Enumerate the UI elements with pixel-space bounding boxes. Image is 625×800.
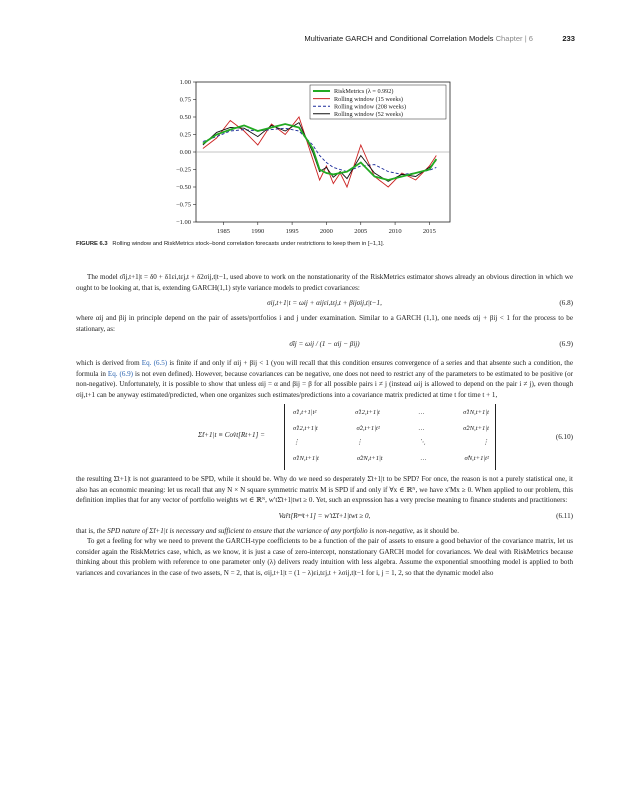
matrix-row: σ̂1N,t+1|t σ̂2N,t+1|t … σ̂N,t+1|t² — [293, 455, 489, 462]
y-tick-label: −0.25 — [175, 166, 191, 174]
header-title: Multivariate GARCH and Conditional Correlation Models — [304, 34, 494, 43]
chart-svg — [160, 70, 460, 248]
caption-text: Rolling window and RiskMetrics stock–bond correlation forecasts under restrictions to keep them in [−1,1]. — [112, 241, 385, 247]
eq-6-9-link[interactable]: Eq. (6.9) — [107, 369, 134, 378]
legend-label: Rolling window (52 weeks) — [334, 111, 403, 118]
figure-caption — [76, 241, 576, 247]
y-tick-label: 0.00 — [179, 149, 191, 157]
running-header — [0, 34, 625, 48]
page-number: 233 — [562, 34, 575, 43]
equation-number: (6.8) — [559, 299, 573, 307]
equation-6-8: σij,t+1|t = ωij + αijεi,tεj,t + βijσij,t|t−1, (6.8) — [267, 299, 573, 307]
correlation-chart — [160, 70, 460, 248]
y-tick-label: −0.50 — [175, 184, 191, 192]
y-tick-label: 1.00 — [179, 79, 191, 87]
paragraph-3: which is derived from Eq. (6.5) is finite if and only if αij + βij < 1 (you will recall that this condition ensures convergence of a series and that absente such a condition, the formula in Eq. (6.9) is not even defined). However, because covariances can be negative, one does not need to restrict any of the parameters to be estimated to be positive (or non-negative). Unfortunately, it is possible to show that unless αij = α and βij = β for all possible pairs i ≠ j (instead ωij is allowed to depend on the pair i ≠ j), even though σij,t+1 can be anyway estimated/predicted, when one organizes such estimates/predictions into a covariance matrix predicted at time t for time t + 1, — [76, 359, 573, 399]
y-tick-label: 0.75 — [179, 96, 191, 104]
paragraph-5: that is, the SPD nature of Σ̂t+1|t is necessary and sufficient to ensure that the variance of any portfolio is non-negative, as it should be. — [76, 526, 460, 535]
x-tick-label: 1990 — [251, 228, 265, 235]
matrix-row: ⋮ ⋮ ⋱ ⋮ — [293, 439, 489, 446]
equation-6-9: σ̄ij = ωij / (1 − αij − βij) (6.9) — [289, 340, 573, 348]
x-tick-label: 2010 — [388, 228, 402, 235]
paragraph-2: where αij and βij in principle depend on the pair of assets/portfolios i and j under examination. Similar to a GARCH (1,1), one needs αij + βij < 1 for the process to be stationary, as: — [76, 314, 573, 333]
equation-number: (6.11) — [556, 511, 573, 520]
covariance-matrix — [284, 404, 496, 470]
matrix-row: σ̂12,t+1|t σ̂2,t+1|t² … σ̂2N,t+1|t — [293, 425, 489, 432]
equation-6-10: Σ̂t+1|t ≡ Cov̂t[Rt+1] = σ̂1,t+1|t² σ̂12,t+1|t … σ̂1N,t+1|t σ̂12,t+1|t σ̂2,t+1|t² … σ̂2N,t+1|t ⋮ ⋮ ⋱ ⋮ σ̂1N,t+1|t σ̂2N,t+1|t … σ̂N,t+1|t² (6.10) — [76, 400, 573, 474]
caption-label: FIGURE 6.3 — [76, 241, 108, 247]
eq-6-5-link[interactable]: Eq. (6.5) — [141, 359, 168, 367]
header-chapter: Chapter | 6 — [495, 34, 533, 43]
paragraph-4: the resulting Σ̂t+1|t is not guaranteed to be SPD, while it should be. Why do we need so desperately Σ̂t+1|t to be SPD? For once, the reason is not a purely statistical one, it also has an economic meaning: let us recall that any N × N square symmetric matrix M is SPD if and only if ∀x ∈ ℝᴺ, we have x′Mx ≥ 0. When applied to our problem, this definition implies that for any vector of portfolio weights wt ∈ ℝᴺ, w′tΣ̂t+1|twt ≥ 0. Yet, such an expression has a very precise meaning to finance students and practitioners: — [76, 475, 573, 504]
body-text — [76, 272, 573, 578]
x-tick-label: 2015 — [422, 228, 436, 235]
x-tick-label: 1995 — [285, 228, 299, 235]
y-tick-label: −1.00 — [175, 219, 191, 227]
paragraph-6: To get a feeling for why we need to prevent the GARCH-type coefficients to be a function of the pair of assets to ensure a good behavior of the covariance matrix, let us consider again the RiskMetrics case, which, as we know, it is just a case of zero-intercept, nonstationary GARCH model for covariances. We deal with RiskMetrics because thinking about this problem with reference to one parameter only (λ) delivers ready intuition with less algebra. Assume the exponential smoothing model is applied to both variances and covariances in the case of two assets, N = 2, that is, σij,t+1|t = (1 − λ)εi,tεj,t + λσij,t|t−1 for i, j = 1, 2, so that the dynamic model also — [76, 537, 573, 577]
legend-label: Rolling window (15 weeks) — [334, 95, 403, 103]
y-tick-label: −0.75 — [175, 201, 191, 209]
paragraph-1: The model σ̂ij,t+1|t = δ0 + δ1εi,tεj,t + δ2σij,t|t−1, used above to work on the nonstationarity of the RiskMetrics estimator shows already an obvious direction in which we ought to be looking at, that is, extending GARCH(1,1) style variance models to predict covariances: — [76, 273, 573, 292]
x-tick-label: 2005 — [354, 228, 368, 235]
matrix-row: σ̂1,t+1|t² σ̂12,t+1|t … σ̂1N,t+1|t — [293, 409, 489, 416]
equation-6-11: Var̂t[Rᵖᵒᶠt+1] = w′tΣ̂t+1|twt ≥ 0, (6.11) — [278, 511, 573, 520]
equation-number: (6.9) — [559, 340, 573, 348]
legend-label: Rolling window (208 weeks) — [334, 103, 407, 111]
legend-label: RiskMetrics (λ = 0.992) — [334, 88, 394, 96]
equation-number: (6.10) — [555, 433, 573, 441]
y-tick-label: 0.50 — [179, 114, 191, 122]
x-tick-label: 2000 — [319, 228, 333, 235]
x-tick-label: 1985 — [216, 228, 230, 235]
y-tick-label: 0.25 — [179, 131, 191, 139]
